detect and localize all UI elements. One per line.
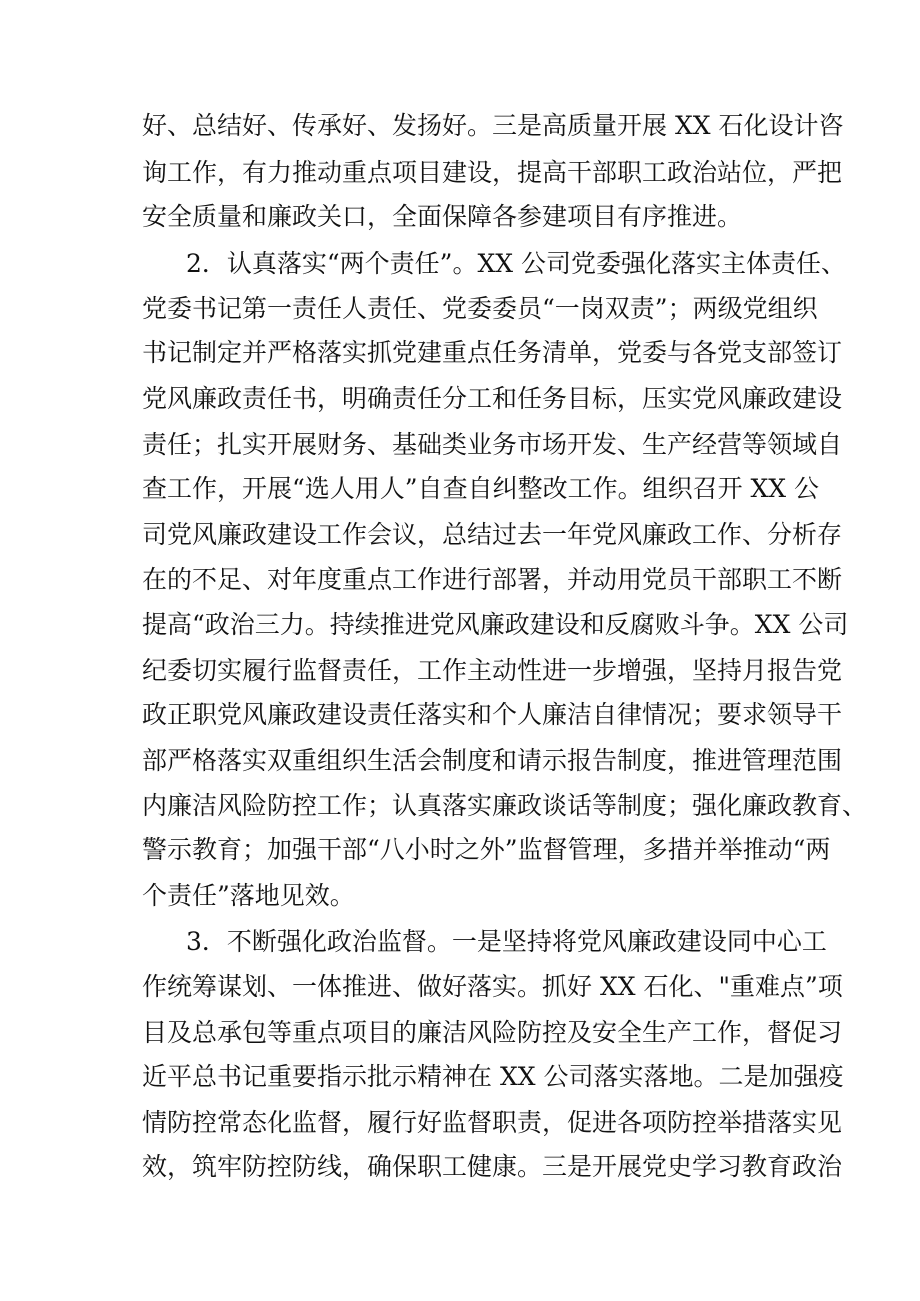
text-line-12: 提高“政治三力。持续推进党风廉政建设和反腐败斗争。XX 公司 [142,610,849,639]
text-line-1: 好、总结好、传承好、发扬好。三是高质量开展 XX 石化设计咨 [142,111,844,140]
text-line-4: 2．认真落实“两个责任”。XX 公司党委强化落实主体责任、 [186,249,847,278]
text-line-19: 3．不断强化政治监督。一是坚持将党风廉政建设同中心工 [186,927,827,956]
text-line-18: 个责任”落地见效。 [142,881,355,910]
text-line-6: 书记制定并严格落实抓党建重点任务清单，党委与各党支部签订 [142,338,843,367]
text-line-9: 查工作，开展“选人用人”自查自纠整改工作。组织召开 XX 公 [142,474,820,503]
text-line-14: 政正职党风廉政建设责任落实和个人廉洁自律情况；要求领导干 [142,700,843,729]
text-line-5: 党委书记第一责任人责任、党委委员“一岗双责”；两级党组织 [142,294,818,323]
text-line-16: 内廉洁风险防控工作；认真落实廉政谈话等制度；强化廉政教育、 [142,791,868,820]
text-line-7: 党风廉政责任书，明确责任分工和任务目标，压实党风廉政建设 [142,384,843,413]
text-line-2: 询工作，有力推动重点项目建设，提高干部职工政治站位，严把 [142,158,843,187]
text-line-13: 纪委切实履行监督责任，工作主动性进一步增强，坚持月报告党 [142,656,843,685]
text-line-24: 效，筑牢防控防线，确保职工健康。三是开展党史学习教育政治 [142,1152,843,1181]
text-line-22: 近平总书记重要指示批示精神在 XX 公司落实落地。二是加强疫 [142,1062,844,1091]
text-line-8: 责任；扎实开展财务、基础类业务市场开发、生产经营等领域自 [142,430,843,459]
text-line-10: 司党风廉政建设工作会议，总结过去一年党风廉政工作、分析存 [142,520,843,549]
text-line-11: 在的不足、对年度重点工作进行部署，并动用党员干部职工不断 [142,565,843,594]
text-line-20: 作统筹谋划、一体推进、做好落实。抓好 XX 石化、"重难点”项 [142,972,843,1001]
text-line-15: 部严格落实双重组织生活会制度和请示报告制度，推进管理范围 [142,746,843,775]
text-line-17: 警示教育；加强干部“八小时之外”监督管理，多措并举推动“两 [142,835,831,864]
text-line-3: 安全质量和廉政关口，全面保障各参建项目有序推进。 [142,202,743,231]
text-line-21: 目及总承包等重点项目的廉洁风险防控及安全生产工作，督促习 [142,1018,843,1047]
text-line-23: 情防控常态化监督，履行好监督职责，促进各项防控举措落实见 [142,1108,843,1137]
